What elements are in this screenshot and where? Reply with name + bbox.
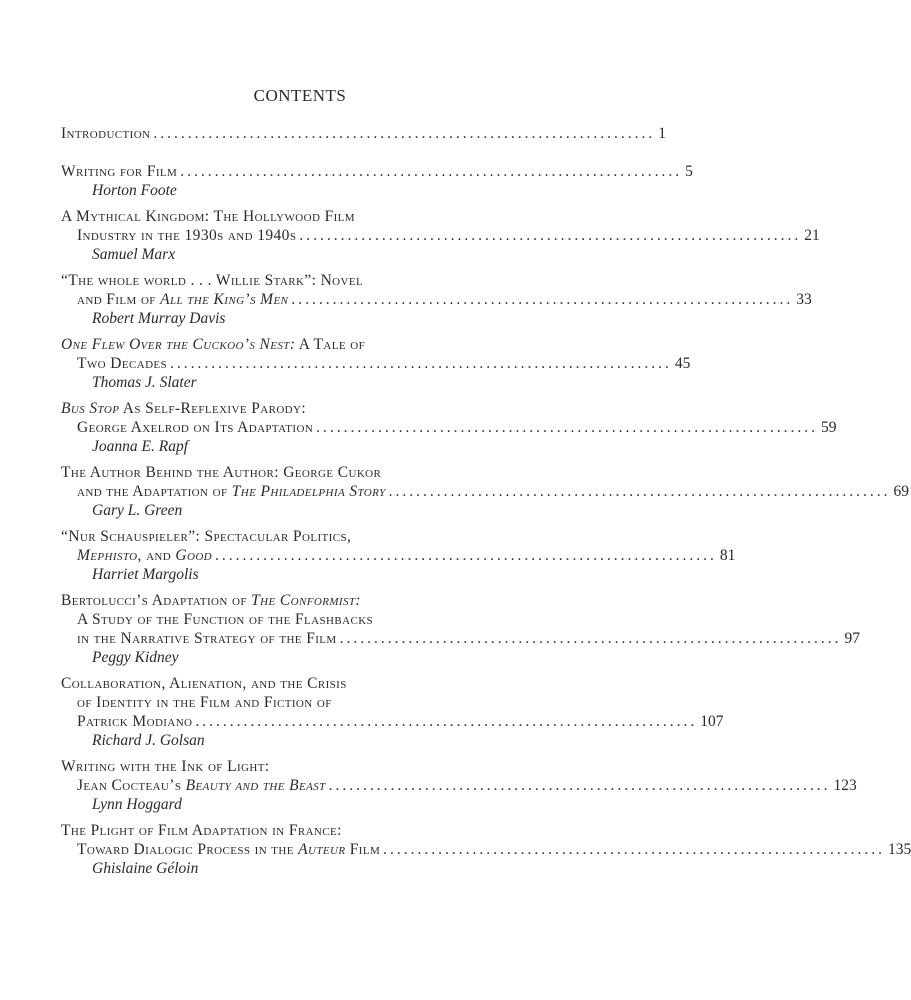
film-title: The Conformist: (251, 592, 361, 609)
entry-author: Ghislaine Géloin (92, 860, 199, 877)
entry-title-continued: A Study of the Function of the Flashbacks (77, 611, 374, 628)
entry-title-text: As Self-Reflexive Parody: (119, 400, 307, 417)
toc-line (61, 712, 724, 731)
toc-line (61, 207, 541, 226)
toc-line (61, 591, 541, 610)
toc-line (61, 776, 857, 795)
page-number: 21 (804, 227, 820, 244)
toc-line (61, 354, 691, 373)
entry-title-text: Toward Dialogic Process in the (77, 841, 299, 858)
entry-title (61, 591, 361, 610)
toc-entry-bus-stop (61, 399, 837, 456)
entry-author: Lynn Hoggard (92, 796, 182, 813)
toc-line (61, 757, 541, 776)
toc-line (61, 629, 860, 648)
entry-title-continued (77, 546, 212, 565)
page-number: 5 (685, 163, 693, 180)
toc-line (61, 693, 541, 712)
film-title: All the King’s Men (160, 291, 289, 308)
toc-entry-nur-schauspieler (61, 527, 736, 584)
toc-entry-introduction (61, 124, 667, 143)
film-title: Beauty and the Beast (185, 777, 326, 794)
toc-entry-bertolucci (61, 591, 860, 667)
entry-title-text: , and (137, 547, 176, 564)
toc-entry-collaboration (61, 674, 724, 750)
toc-line (61, 399, 541, 418)
entry-title: “Nur Schauspieler”: Spectacular Politics, (61, 528, 352, 545)
entry-title-continued: Two Decades (77, 355, 168, 372)
toc-line (61, 124, 667, 143)
toc-line (61, 463, 541, 482)
entry-title-continued: George Axelrod on Its Adaptation (77, 419, 314, 436)
entry-author: Samuel Marx (92, 246, 176, 263)
toc-line (61, 162, 693, 181)
toc-line (61, 527, 541, 546)
entry-title-continued: Industry in the 1930s and 1940s (77, 227, 297, 244)
film-title: Mephisto (77, 547, 138, 564)
page-number: 135 (888, 841, 911, 858)
dot-leader: ......................................................................... (383, 841, 886, 858)
page-number: 45 (674, 355, 691, 372)
entry-title (61, 335, 365, 354)
entry-title: A Mythical Kingdom: The Hollywood Film (61, 208, 355, 225)
toc-line (61, 482, 909, 501)
toc-line (61, 290, 812, 309)
toc-entry-mythical-kingdom (61, 207, 820, 264)
dot-leader: ......................................................................... (316, 419, 819, 436)
toc-line (61, 610, 541, 629)
dot-leader: ......................................................................... (153, 125, 656, 142)
toc-line (61, 821, 541, 840)
entry-title-text: Bertolucci’s Adaptation of (61, 592, 252, 609)
dot-leader: ......................................................................... (180, 163, 683, 180)
entry-author: Richard J. Golsan (92, 732, 205, 749)
page-number: 97 (844, 630, 860, 647)
page-number: 33 (796, 291, 812, 308)
entry-title (61, 399, 306, 418)
page-title: CONTENTS (253, 86, 347, 105)
entry-author: Thomas J. Slater (92, 374, 197, 391)
entry-author: Harriet Margolis (92, 566, 199, 583)
dot-leader: ......................................................................... (299, 227, 802, 244)
page-number: 69 (893, 483, 909, 500)
toc-entry-ink-of-light (61, 757, 857, 814)
entry-title: Collaboration, Alienation, and the Crisis (61, 675, 347, 692)
entry-title-continued: in the Narrative Strategy of the Film (77, 630, 337, 647)
page-number: 107 (700, 713, 724, 730)
page-number: 81 (719, 547, 736, 564)
entry-title-continued (77, 776, 326, 795)
entry-author: Peggy Kidney (92, 649, 179, 666)
entry-title-text: Film (345, 841, 381, 858)
film-title: Bus Stop (61, 400, 120, 417)
toc-line (61, 418, 837, 437)
entry-title-continued: Patrick Modiano (77, 713, 193, 730)
page-number: 123 (833, 777, 857, 794)
entry-author: Joanna E. Rapf (92, 438, 188, 455)
toc-entry-willie-stark (61, 271, 812, 328)
toc-line (61, 271, 541, 290)
dot-leader: ......................................................................... (291, 291, 794, 308)
film-title: Auteur (298, 841, 346, 858)
entry-title-text: A Tale of (295, 336, 366, 353)
entry-title: The Plight of Film Adaptation in France: (61, 822, 342, 839)
entry-title-continued (77, 482, 386, 501)
film-title: Good (175, 547, 213, 564)
dot-leader: ......................................................................... (215, 547, 717, 564)
entry-author: Gary L. Green (92, 502, 183, 519)
entry-title-text: and Film of (77, 291, 161, 308)
dot-leader: ......................................................................... (328, 777, 831, 794)
toc-line (61, 226, 820, 245)
toc-entry-cuckoos-nest (61, 335, 691, 392)
toc-entry-plight (61, 821, 911, 878)
dot-leader: ......................................................................... (170, 355, 672, 372)
toc-line (61, 840, 911, 859)
dot-leader: ......................................................................... (339, 630, 842, 647)
entry-author: Robert Murray Davis (92, 310, 226, 327)
entry-title-text: and the Adaptation of (77, 483, 232, 500)
toc-line (61, 335, 541, 354)
toc-line (61, 546, 736, 565)
page-number: 59 (821, 419, 837, 436)
page-number: 1 (658, 125, 667, 142)
entry-title-continued (77, 840, 380, 859)
film-title: The Philadelphia Story (231, 483, 386, 500)
entry-title: Writing with the Ink of Light: (61, 758, 270, 775)
toc-line (61, 674, 541, 693)
entry-title: Writing for Film (61, 163, 178, 180)
entry-title-continued: of Identity in the Film and Fiction of (77, 694, 332, 711)
dot-leader: ......................................................................... (388, 483, 891, 500)
toc-entry-writing-for-film (61, 162, 693, 200)
film-title: One Flew Over the Cuckoo’s Nest: (61, 336, 296, 353)
entry-title-continued (77, 290, 288, 309)
dot-leader: ......................................................................... (195, 713, 698, 730)
entry-title-text: Jean Cocteau’s (77, 777, 186, 794)
entry-title: Introduction (61, 125, 151, 142)
entry-title: “The whole world . . . Willie Stark”: Novel (61, 272, 364, 289)
entry-author: Horton Foote (92, 182, 177, 199)
toc-entry-cukor (61, 463, 909, 520)
entry-title: The Author Behind the Author: George Cukor (61, 464, 382, 481)
